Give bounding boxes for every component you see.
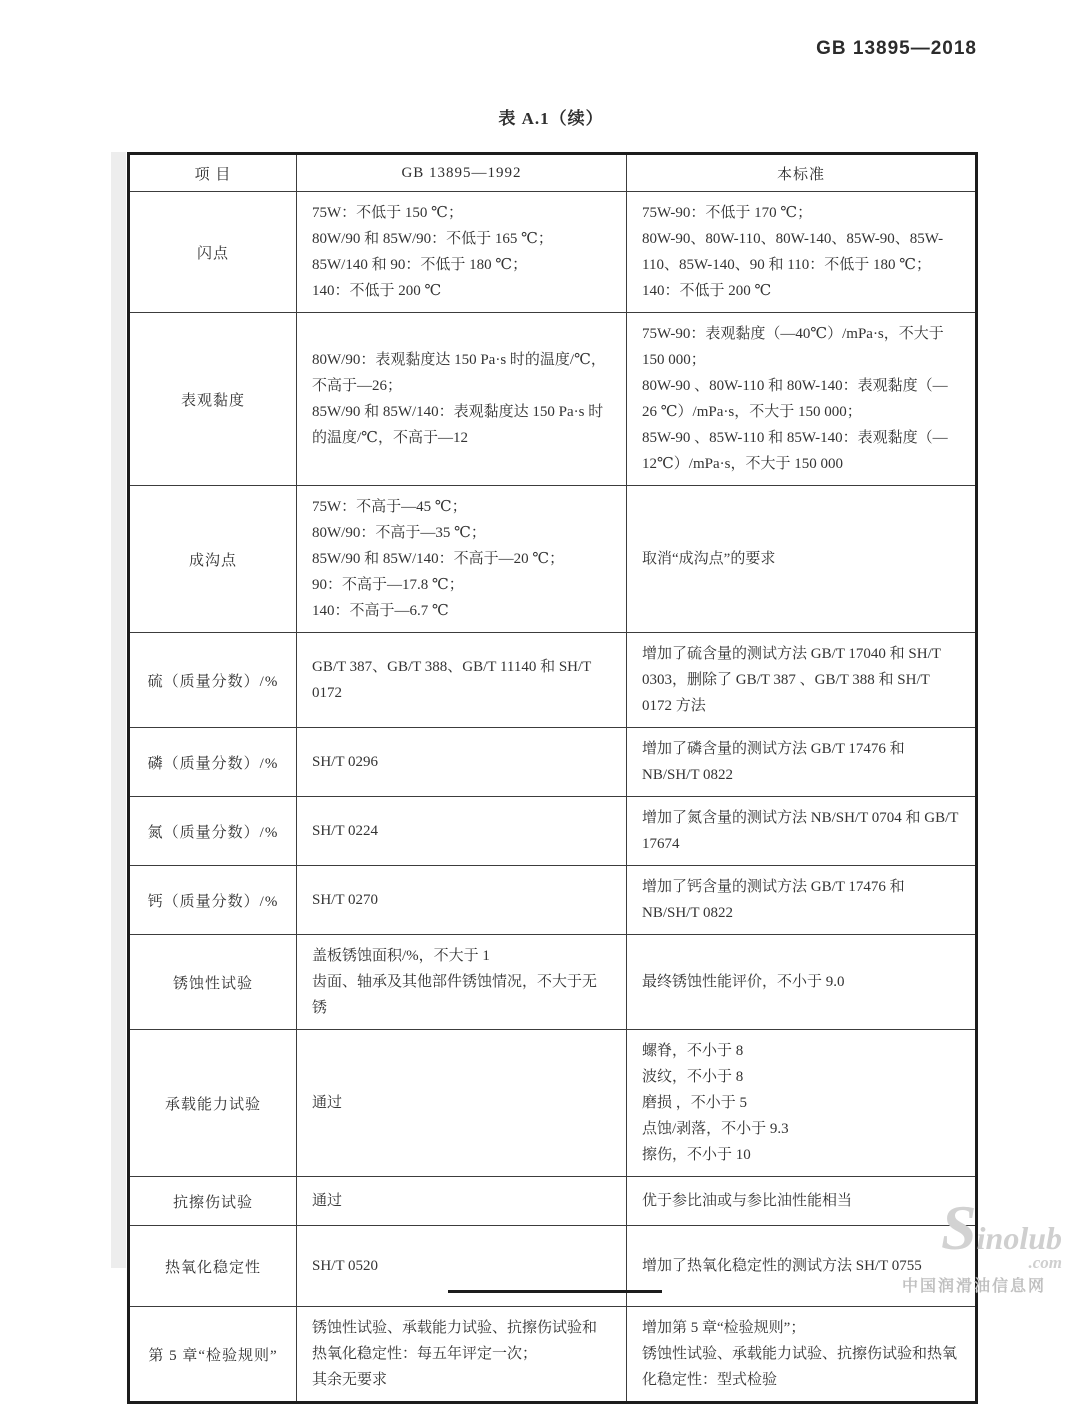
cell-line: 擦伤，不小于 10 <box>642 1147 751 1163</box>
gb1992-cell <box>297 1030 627 1177</box>
item-cell: 抗擦伤试验 <box>129 1177 297 1226</box>
current-standard-cell <box>627 486 977 633</box>
cell-line: 锈蚀性试验、承载能力试验、抗擦伤试验和热氧化稳定性：型式检验 <box>642 1346 958 1388</box>
logo-s-glyph: S <box>941 1192 977 1263</box>
item-cell: 热氧化稳定性 <box>129 1226 297 1307</box>
cell-line: 增加第 5 章“检验规则”； <box>642 1320 806 1336</box>
cell-line: 75W：不高于—45 ℃； <box>312 499 467 515</box>
table-row <box>129 1307 977 1403</box>
cell-line: 80W/90：不高于—35 ℃； <box>312 525 486 541</box>
cell-line: 85W-90 、85W-110 和 85W-140：表观黏度（—12℃）/mPa·s，不大于 150 000 <box>642 430 948 472</box>
col-header-item: 项 目 <box>129 154 297 192</box>
current-standard-cell <box>627 935 977 1030</box>
cell-line: 75W-90：不低于 170 ℃； <box>642 205 813 221</box>
gb1992-cell <box>297 486 627 633</box>
current-standard-cell <box>627 313 977 486</box>
current-standard-cell <box>627 866 977 935</box>
cell-line: 增加了硫含量的测试方法 GB/T 17040 和 SH/T 0303，删除了 GB/T 387 、GB/T 388 和 SH/T 0172 方法 <box>642 646 941 714</box>
item-cell: 承载能力试验 <box>129 1030 297 1177</box>
current-standard-cell <box>627 192 977 313</box>
item-cell: 硫（质量分数）/% <box>129 633 297 728</box>
cell-line: 盖板锈蚀面积/%，不大于 1 <box>312 948 490 964</box>
cell-line: 增加了钙含量的测试方法 GB/T 17476 和 NB/SH/T 0822 <box>642 879 905 921</box>
cell-line: 优于参比油或与参比油性能相当 <box>642 1193 853 1209</box>
table-row <box>129 935 977 1030</box>
cell-line: 波纹，不小于 8 <box>642 1069 744 1085</box>
table-row <box>129 1177 977 1226</box>
cell-line: 80W-90 、80W-110 和 80W-140：表观黏度（—26 ℃）/mPa·s，不大于 150 000； <box>642 378 948 420</box>
current-standard-cell <box>627 1307 977 1403</box>
logo-text: inolub <box>976 1220 1062 1256</box>
cell-line: 通过 <box>312 1095 343 1111</box>
cell-line: 通过 <box>312 1193 343 1209</box>
cell-line: 80W-90、80W-110、80W-140、85W-90、85W-110、85W-140、90 和 110：不低于 180 ℃； <box>642 231 944 273</box>
cell-line: 140：不低于 200 ℃ <box>312 283 442 299</box>
item-cell: 钙（质量分数）/% <box>129 866 297 935</box>
item-cell: 磷（质量分数）/% <box>129 728 297 797</box>
table-row <box>129 192 977 313</box>
current-standard-cell <box>627 1030 977 1177</box>
cell-line: SH/T 0224 <box>312 823 378 839</box>
sinolub-watermark <box>874 1192 1074 1296</box>
cell-line: 80W/90 和 85W/90：不低于 165 ℃； <box>312 231 553 247</box>
item-cell: 成沟点 <box>129 486 297 633</box>
cell-line: SH/T 0520 <box>312 1258 378 1274</box>
comparison-table <box>127 152 978 1404</box>
cell-line: 点蚀/剥落，不小于 9.3 <box>642 1121 789 1137</box>
cell-line: 85W/90 和 85W/140：表观黏度达 150 Pa·s 时的温度/℃，不高于—12 <box>312 404 604 446</box>
cell-line: 齿面、轴承及其他部件锈蚀情况，不大于无锈 <box>312 974 598 1016</box>
table-row <box>129 866 977 935</box>
scan-shadow-artifact <box>111 152 126 1268</box>
cell-line: 75W：不低于 150 ℃； <box>312 205 463 221</box>
cell-line: 取消“成沟点”的要求 <box>642 551 776 567</box>
cell-line: 90：不高于—17.8 ℃； <box>312 577 464 593</box>
watermark-caption: 中国润滑油信息网 <box>901 1278 1046 1295</box>
col-header-current-standard: 本标准 <box>627 154 977 192</box>
current-standard-cell <box>627 728 977 797</box>
gb1992-cell <box>297 1226 627 1307</box>
table-row <box>129 1030 977 1177</box>
current-standard-cell <box>627 633 977 728</box>
cell-line: 140：不低于 200 ℃ <box>642 283 772 299</box>
table-title: 表 A.1（续） <box>498 109 604 128</box>
item-cell: 第 5 章“检验规则” <box>129 1307 297 1403</box>
sinolub-logo <box>874 1192 1074 1272</box>
cell-line: 其余无要求 <box>312 1372 388 1388</box>
current-standard-cell <box>627 797 977 866</box>
footer-divider-line <box>448 1290 662 1293</box>
cell-line: 螺脊，不小于 8 <box>642 1043 744 1059</box>
cell-line: GB/T 387、GB/T 388、GB/T 11140 和 SH/T 0172 <box>312 659 592 701</box>
gb1992-cell <box>297 866 627 935</box>
cell-line: 140：不高于—6.7 ℃ <box>312 603 449 619</box>
cell-line: 增加了氮含量的测试方法 NB/SH/T 0704 和 GB/T 17674 <box>642 810 959 852</box>
gb1992-cell <box>297 313 627 486</box>
item-cell: 锈蚀性试验 <box>129 935 297 1030</box>
cell-line: 80W/90：表观黏度达 150 Pa·s 时的温度/℃，不高于—26； <box>312 352 606 394</box>
item-cell: 闪点 <box>129 192 297 313</box>
gb1992-cell <box>297 192 627 313</box>
cell-line: 磨损 ，不小于 5 <box>642 1095 748 1111</box>
cell-line: 85W/90 和 85W/140：不高于—20 ℃； <box>312 551 565 567</box>
cell-line: 85W/140 和 90：不低于 180 ℃； <box>312 257 528 273</box>
cell-line: SH/T 0270 <box>312 892 378 908</box>
standard-number: GB 13895—2018 <box>816 38 977 59</box>
logo-dot-com: .com <box>1028 1253 1062 1272</box>
table-row <box>129 486 977 633</box>
gb1992-cell <box>297 633 627 728</box>
gb1992-cell <box>297 1177 627 1226</box>
table-row <box>129 797 977 866</box>
table-row <box>129 313 977 486</box>
gb1992-cell <box>297 935 627 1030</box>
table-header-row <box>129 154 977 192</box>
table-row <box>129 1226 977 1307</box>
table-row <box>129 633 977 728</box>
item-cell: 氮（质量分数）/% <box>129 797 297 866</box>
cell-line: 75W-90：表观黏度（—40℃）/mPa·s，不大于 150 000； <box>642 326 944 368</box>
cell-line: 锈蚀性试验、承载能力试验、抗擦伤试验和热氧化稳定性：每五年评定一次； <box>312 1320 598 1362</box>
cell-line: 增加了磷含量的测试方法 GB/T 17476 和 NB/SH/T 0822 <box>642 741 905 783</box>
item-cell: 表观黏度 <box>129 313 297 486</box>
gb1992-cell <box>297 797 627 866</box>
cell-line: SH/T 0296 <box>312 754 378 770</box>
col-header-gb1992: GB 13895—1992 <box>297 154 627 192</box>
cell-line: 最终锈蚀性能评价，不小于 9.0 <box>642 974 845 990</box>
gb1992-cell <box>297 1307 627 1403</box>
gb1992-cell <box>297 728 627 797</box>
cell-line: 增加了热氧化稳定性的测试方法 SH/T 0755 <box>642 1258 922 1274</box>
table-row <box>129 728 977 797</box>
